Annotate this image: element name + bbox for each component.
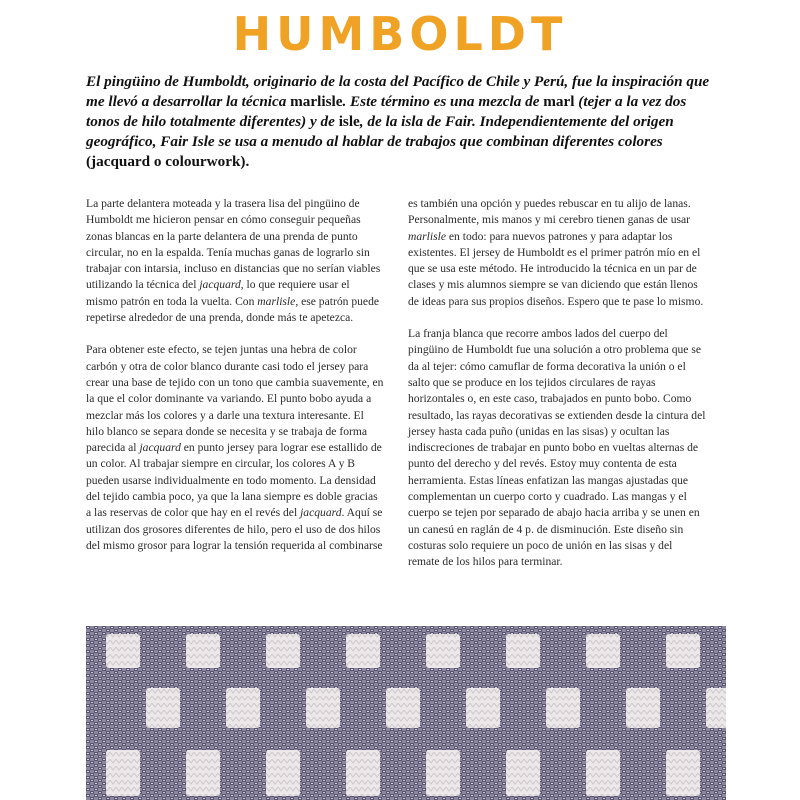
white-stitch-block [426,634,460,668]
right-paragraph-2: La franja blanca que recorre ambos lados del cuerpo del pingüino de Humboldt fue una solución a otro problema que se da al tejer: cómo camuflar de forma decorativa la unión o el salto que se produce en los tejidos circulares de rayas horizontales o, en este caso, trabajados en punto bobo. Como resultado, las rayas decorativas se extienden desde la cintura del jersey hasta cada puño (unidas en las sisas) y ocultan las indiscreciones de trabajar en punto bobo en vueltas alternas de punto del derecho y del revés. Estoy muy contenta de esta herramienta. Estas líneas enfatizan las mangas ajustadas que complementan un cuerpo corto y cuadrado. Las mangas y el cuerpo se tejen por separado de abajo hacia arriba y se unen en un canesú en raglán de 4 p. de disminución. Este diseño sin costuras solo requiere un poco de unión en las sisas y del remate de los hilos para terminar. [408,327,706,569]
white-stitch-block [506,634,540,668]
white-stitch-block [106,750,140,796]
left-paragraph-2: Para obtener este efecto, se tejen juntas una hebra de color carbón y otra de color blanco durante casi todo el jersey para crear una base de tejido con un tono que cambia suavemente, en la que el color dominante va variando. El punto bobo ayuda a mezclar más los colores y a darle una textura interesante. El hilo blanco se separa donde se necesita y se trabaja de forma parecida al jacquard en punto jersey para lograr ese estallido de un color. Al trabajar siempre en circular, los colores A y B pueden usarse individualmente en todo momento. La densidad del tejido cambia poco, ya que la lana siempre es doble gracias a las reservas de color que hay en el revés del jacquard. Aquí se utilizan dos grosores diferentes de hilo, pero el uso de dos hilos del mismo grosor para lograr la tensión requerida al combinarse [86,343,384,552]
white-stitch-block [706,688,726,728]
white-stitch-block [186,634,220,668]
white-stitch-block [346,634,380,668]
white-stitch-block [666,750,700,796]
page-title: HUMBOLDT [232,7,568,61]
white-stitch-block [186,750,220,796]
white-stitch-block [426,750,460,796]
white-stitch-block [586,634,620,668]
white-stitch-block [146,688,180,728]
right-paragraph-1: es también una opción y puedes rebuscar en tu alijo de lanas. Personalmente, mis manos y mi cerebro tienen ganas de usar marlisle en todo: para nuevos patrones y para adaptar los existentes. El jersey de Humboldt es el primer patrón mío en el que se usa este método. He introducido la técnica en un par de clases y mis alumnos siempre se van diciendo que están llenos de ideas para sus propios diseños. Espero que te pase lo mismo. [408,197,704,308]
white-stitch-block [466,688,500,728]
white-stitch-block [626,688,660,728]
intro-paragraph: El pingüino de Humboldt, originario de la costa del Pacífico de Chile y Perú, fue la inspiración que me llevó a desarrollar la técnica marlisle. Este término es una mezcla de marl (tejer a la vez dos tonos de hilo totalmente diferentes) y de isle, de la isla de Fair. Independientemente del origen geográfico, Fair Isle se usa a menudo al hablar de trabajos que combinan diferentes colores (jacquard o colourwork). [86,73,710,170]
knitted-swatch-photo [86,626,726,800]
white-stitch-block [106,634,140,668]
white-stitch-block [266,634,300,668]
white-stitch-block [506,750,540,796]
right-column [408,196,706,571]
white-stitch-block [586,750,620,796]
left-paragraph-1: La parte delantera moteada y la trasera lisa del pingüino de Humboldt me hicieron pensar en cómo conseguir pequeñas zonas blancas en la parte delantera de una prenda de punto circular, no en la espalda. Tenía muchas ganas de lograrlo sin trabajar con intarsia, incluso en distancias que no serían viables utilizando la técnica del jacquard, lo que requiere usar el mismo patrón en toda la vuelta. Con marlisle, ese patrón puede repetirse alrededor de una prenda, donde más te apetezca. [86,197,381,325]
white-stitch-block [546,688,580,728]
white-stitch-block [666,634,700,668]
left-column [86,196,384,554]
white-stitch-block [346,750,380,796]
white-stitch-block [306,688,340,728]
white-stitch-block [226,688,260,728]
knit-texture [86,626,726,800]
white-stitch-block [386,688,420,728]
white-stitch-block [266,750,300,796]
